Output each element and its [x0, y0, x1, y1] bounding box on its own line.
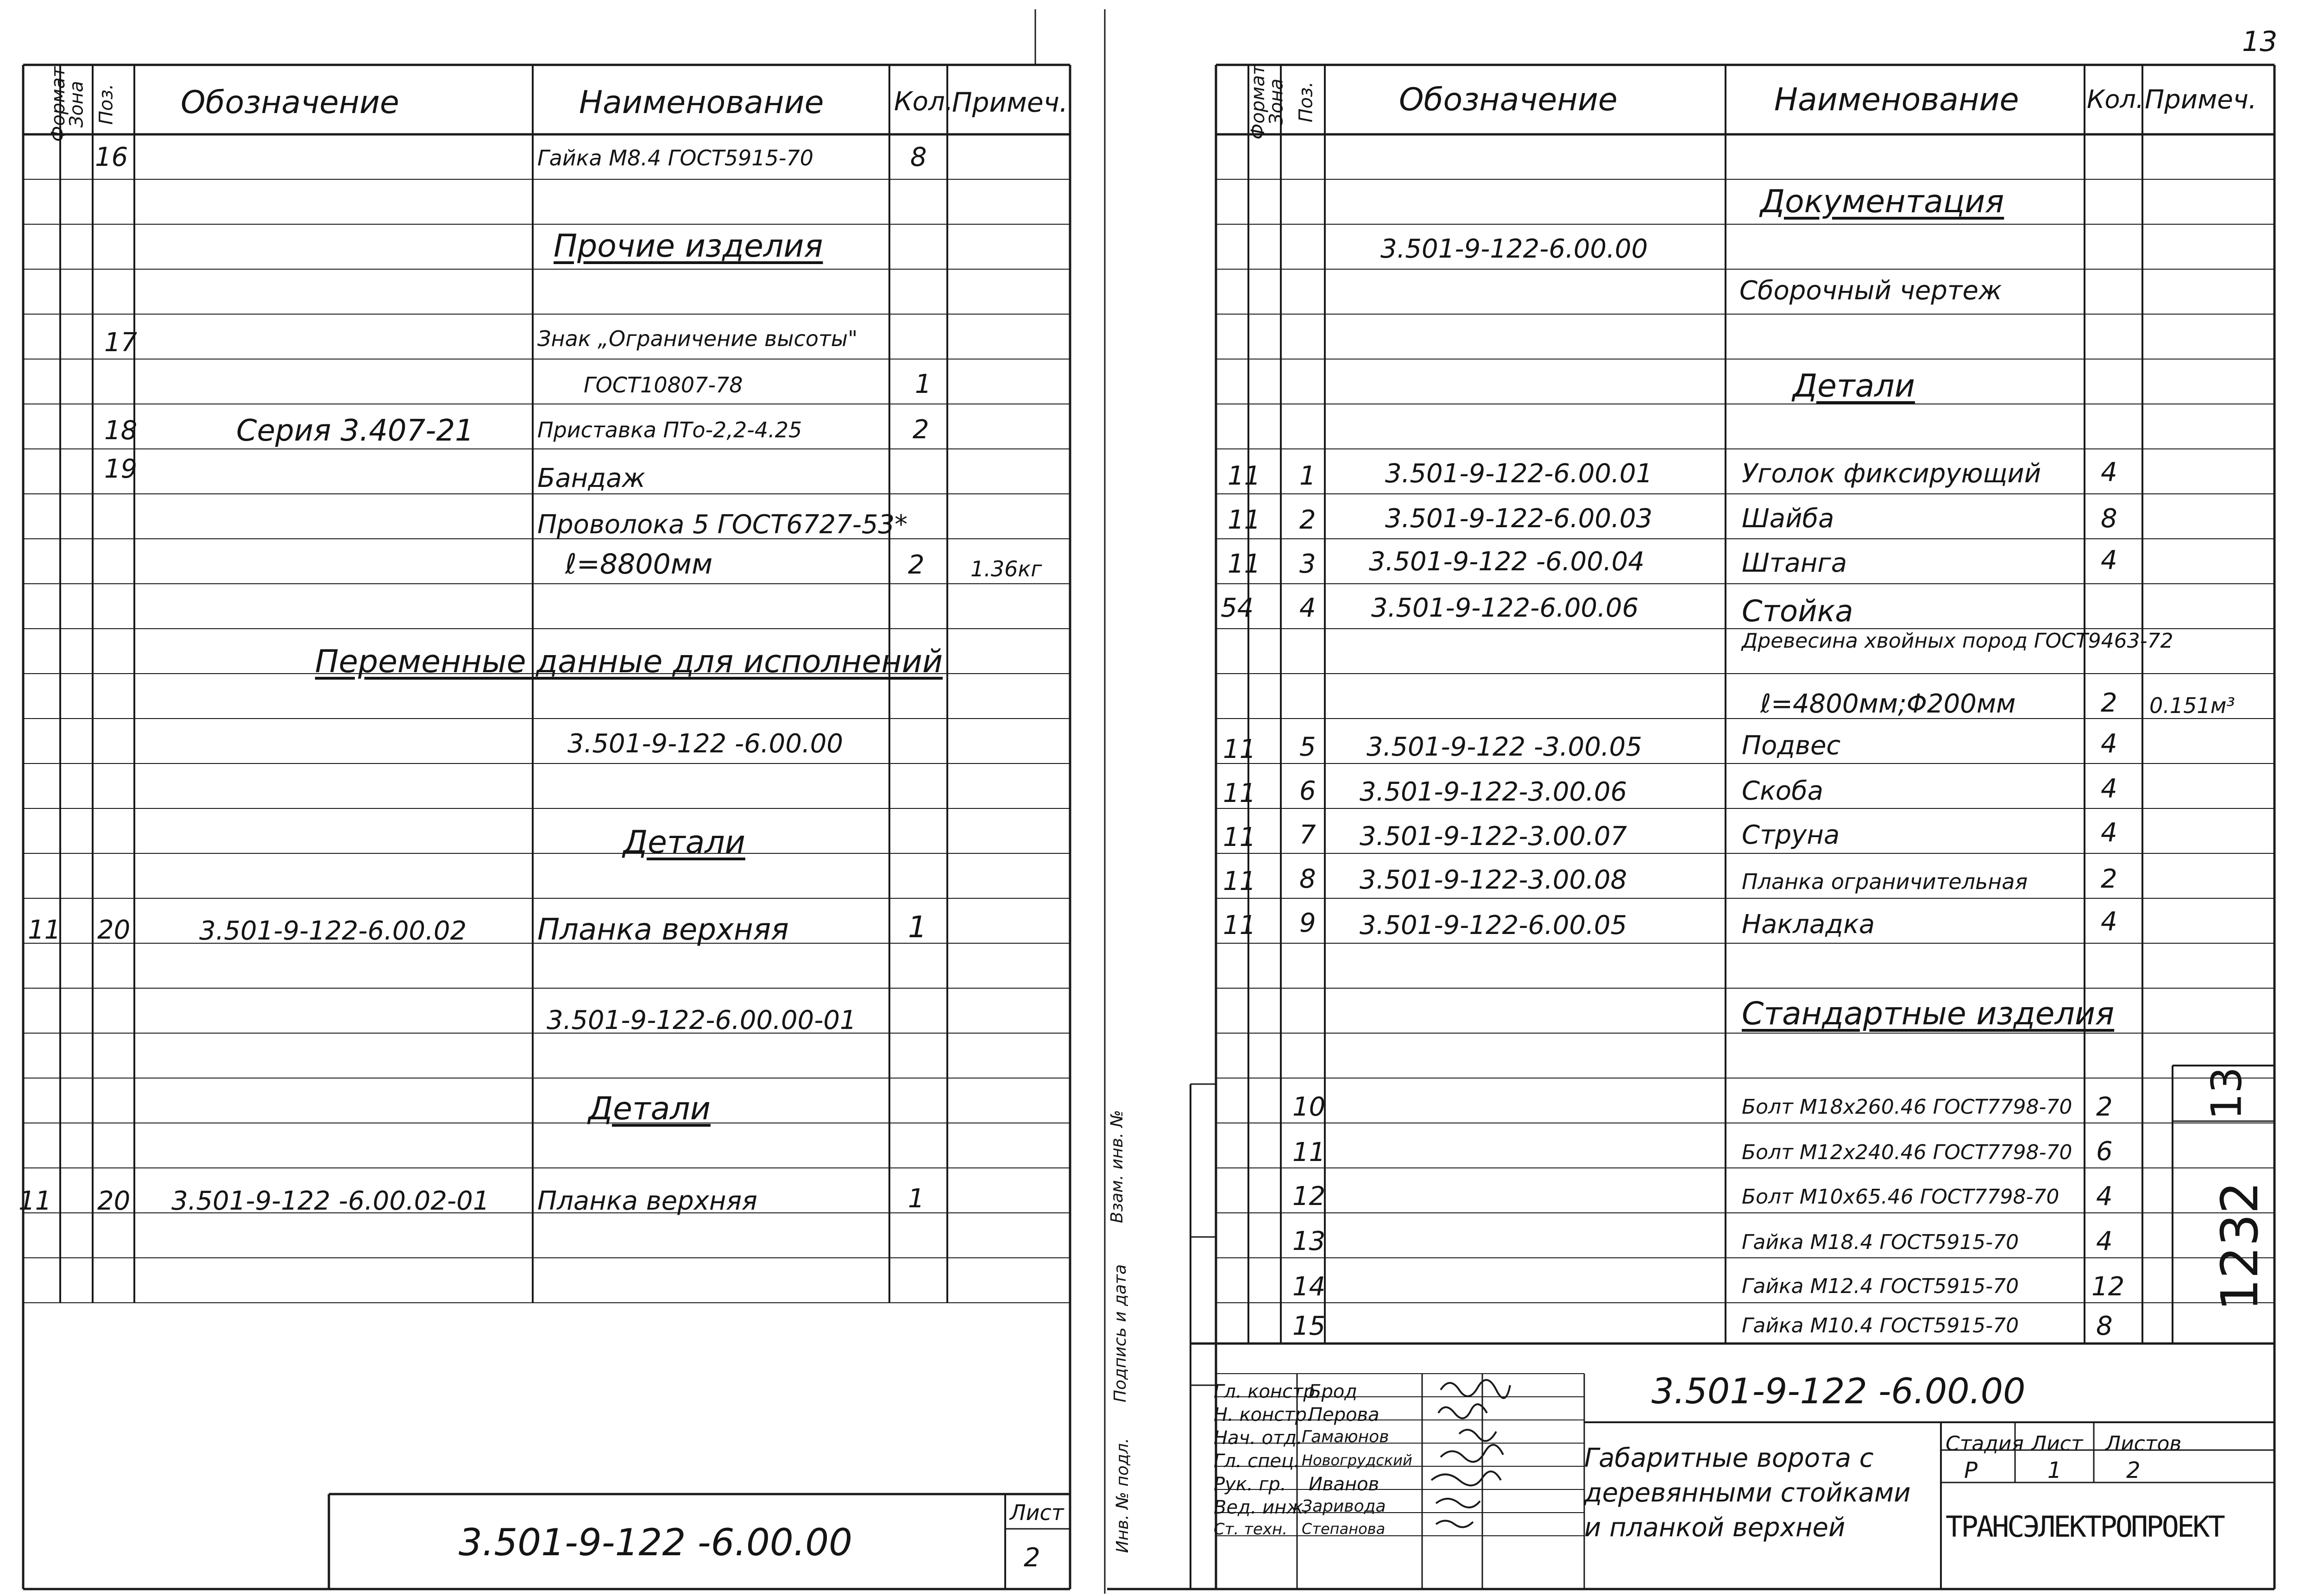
name-lead-engineer: Заривода	[1302, 1497, 1386, 1516]
right-row-4-note: 0.151м³	[2149, 693, 2235, 718]
right-row-9-qty: 4	[2101, 907, 2117, 937]
left-row-18-pos: 18	[104, 416, 138, 446]
right-row-13-name: Гайка М18.4 ГОСТ5915-70	[1742, 1230, 2019, 1254]
left-row-20b-qty: 1	[908, 1184, 925, 1214]
left-row-20-pos: 20	[97, 915, 131, 945]
left-row-16-qty: 8	[910, 142, 927, 172]
left-section-details-2: Детали	[588, 1091, 711, 1127]
left-title-code: 3.501-9-122 -6.00.00	[459, 1521, 852, 1564]
side-label-signature: Подпись и дата	[1111, 1264, 1130, 1403]
right-row-7-pos: 7	[1299, 820, 1316, 850]
right-section-details: Детали	[1793, 368, 1915, 404]
signature-scribbles	[1107, 0, 2299, 1596]
left-row-17-pos: 17	[104, 328, 138, 358]
right-header-format: Формат	[1247, 64, 1269, 140]
left-row-20b-zone: 11	[19, 1186, 52, 1216]
role-chief-designer: Гл. констр.	[1214, 1381, 1321, 1402]
right-row-3-name: Штанга	[1742, 548, 1847, 578]
name-chief-specialist: Новогрудский	[1302, 1451, 1412, 1469]
right-row-1-qty: 4	[2101, 457, 2117, 487]
left-row-18-qty: 2	[913, 415, 929, 445]
name-group-leader: Иванов	[1309, 1474, 1379, 1495]
right-row-15-name: Гайка М10.4 ГОСТ5915-70	[1742, 1314, 2019, 1337]
right-row-14-pos: 14	[1292, 1272, 1326, 1302]
right-row-5-qty: 4	[2101, 729, 2117, 759]
left-row-variant2-name: 3.501-9-122-6.00.00-01	[547, 1005, 857, 1035]
right-header-designation: Обозначение	[1399, 82, 1618, 118]
left-header-note: Примеч.	[952, 87, 1068, 118]
left-row-19-pos: 19	[104, 454, 138, 484]
page-number: 13	[2242, 25, 2278, 58]
right-row-4-name: Стойка	[1742, 594, 1853, 629]
left-row-20-designation: 3.501-9-122-6.00.02	[199, 916, 467, 946]
left-row-18-designation: Серия 3.407-21	[236, 414, 474, 448]
left-section-variable-data: Переменные данные для исполнений	[315, 643, 943, 680]
left-row-19b-name: Проволока 5 ГОСТ6727-53*	[537, 510, 908, 540]
name-senior-technician: Степанова	[1302, 1520, 1386, 1538]
left-header-qty: Кол.	[894, 87, 953, 117]
role-department-head: Нач. отд.	[1214, 1427, 1303, 1449]
right-row-14-name: Гайка М12.4 ГОСТ5915-70	[1742, 1274, 2019, 1298]
stage-value: Р	[1964, 1457, 1978, 1483]
sheet-value: 1	[2047, 1457, 2062, 1483]
left-row-20-zone: 11	[28, 915, 61, 945]
right-row-6-pos: 6	[1299, 776, 1316, 806]
left-row-20-name: Планка верхняя	[537, 913, 789, 947]
title-line-3: и планкой верхней	[1584, 1513, 1845, 1543]
left-row-20b-name: Планка верхняя	[537, 1186, 757, 1216]
left-section-details-1: Детали	[623, 824, 745, 861]
side-label-replaced: Взам. инв. №	[1108, 1110, 1127, 1224]
right-row-4-qty: 2	[2101, 688, 2117, 718]
left-row-16-name: Гайка М8.4 ГОСТ5915-70	[537, 145, 814, 170]
right-section-documentation: Документация	[1760, 183, 2004, 220]
right-row-5-name: Подвес	[1742, 731, 1841, 761]
right-row-3-pos: 3	[1299, 549, 1316, 579]
left-row-17-name: Знак „Ограничение высоты"	[537, 326, 858, 351]
right-row-6-qty: 4	[2101, 774, 2117, 804]
stage-label: Стадия	[1946, 1432, 2024, 1456]
right-row-2-designation: 3.501-9-122-6.00.03	[1385, 504, 1653, 534]
sheets-label: Листов	[2105, 1432, 2182, 1456]
left-row-16-pos: 16	[95, 142, 128, 172]
right-row-2-zone: 11	[1228, 505, 1261, 535]
right-row-11-pos: 11	[1292, 1137, 1326, 1167]
left-row-19-name: Бандаж	[537, 463, 645, 493]
right-row-10-qty: 2	[2096, 1092, 2113, 1122]
right-row-6-name: Скоба	[1742, 776, 1824, 806]
role-lead-engineer: Вед. инж.	[1214, 1497, 1310, 1518]
title-line-1: Габаритные ворота с	[1584, 1443, 1874, 1473]
right-row-8-name: Планка ограничительная	[1742, 869, 2028, 894]
right-row-1-name: Уголок фиксирующий	[1742, 459, 2041, 489]
archive-number: 1232	[2210, 1181, 2269, 1311]
left-header-zone: Зона	[66, 81, 88, 128]
organization-name: ТРАНСЭЛЕКТРОПРОЕКТ	[1946, 1510, 2223, 1544]
left-title-sheet-label: Лист	[1010, 1500, 1064, 1525]
right-header-note: Примеч.	[2145, 85, 2257, 115]
right-row-7-name: Струна	[1742, 820, 1840, 850]
title-line-2: деревянными стойками	[1584, 1478, 1911, 1508]
right-row-7-designation: 3.501-9-122-3.00.07	[1360, 821, 1627, 852]
left-row-19c-qty: 2	[908, 550, 925, 580]
sheets-value: 2	[2126, 1457, 2141, 1483]
left-header-format: Формат	[48, 66, 69, 142]
right-row-4-dimensions: ℓ=4800мм;Φ200мм	[1760, 689, 2016, 719]
left-row-20-qty: 1	[908, 910, 927, 945]
left-row-17b-qty: 1	[915, 369, 932, 399]
right-row-2-name: Шайба	[1742, 504, 1834, 534]
right-row-5-designation: 3.501-9-122 -3.00.05	[1367, 732, 1642, 762]
right-row-9-zone: 11	[1223, 910, 1256, 940]
right-row-4-zone: 54	[1221, 593, 1254, 623]
right-row-15-pos: 15	[1292, 1311, 1326, 1341]
right-row-12-pos: 12	[1292, 1181, 1326, 1211]
right-row-11-qty: 6	[2096, 1136, 2113, 1167]
left-row-20b-pos: 20	[97, 1186, 131, 1216]
role-group-leader: Рук. гр.	[1214, 1474, 1286, 1495]
right-row-1-pos: 1	[1299, 461, 1316, 491]
right-row-7-qty: 4	[2101, 818, 2117, 848]
right-row-8-zone: 11	[1223, 866, 1256, 896]
left-header-designation: Обозначение	[181, 84, 399, 121]
right-row-12-qty: 4	[2096, 1181, 2113, 1211]
right-header-zone: Зона	[1266, 78, 1287, 126]
right-row-5-pos: 5	[1299, 732, 1316, 762]
left-row-20b-designation: 3.501-9-122 -6.00.02-01	[171, 1186, 490, 1216]
right-row-2-pos: 2	[1299, 505, 1316, 535]
right-row-13-qty: 4	[2096, 1226, 2113, 1256]
right-header-pos: Поз.	[1295, 81, 1317, 123]
left-section-other-items: Прочие изделия	[554, 228, 823, 265]
left-row-19c-note: 1.36кг	[970, 556, 1042, 581]
right-row-1-zone: 11	[1228, 461, 1261, 491]
left-row-variant1-name: 3.501-9-122 -6.00.00	[567, 729, 843, 759]
right-row-11-name: Болт М12х240.46 ГОСТ7798-70	[1742, 1141, 2072, 1164]
right-row-3-qty: 4	[2101, 545, 2117, 575]
sheet-label: Лист	[2031, 1432, 2083, 1456]
right-row-15-qty: 8	[2096, 1311, 2113, 1341]
role-senior-technician: Ст. техн.	[1214, 1520, 1288, 1539]
right-row-9-name: Накладка	[1742, 909, 1875, 940]
right-row-9-pos: 9	[1299, 908, 1316, 938]
right-spec-sheet	[1107, 0, 2299, 1596]
right-row-3-designation: 3.501-9-122 -6.00.04	[1369, 547, 1644, 577]
role-norm-control: Н. констр.	[1214, 1404, 1313, 1426]
right-row-13-pos: 13	[1292, 1226, 1326, 1256]
archive-sheet-number: 13	[2202, 1066, 2251, 1120]
right-header-qty: Кол.	[2087, 85, 2144, 114]
right-header-name: Наименование	[1774, 82, 2019, 118]
left-row-19c-name: ℓ=8800мм	[565, 548, 713, 580]
right-row-4-designation: 3.501-9-122-6.00.06	[1371, 593, 1639, 623]
right-row-9-designation: 3.501-9-122-6.00.05	[1360, 910, 1627, 940]
right-row-8-designation: 3.501-9-122-3.00.08	[1360, 865, 1627, 895]
title-block-code: 3.501-9-122 -6.00.00	[1651, 1370, 2026, 1412]
name-department-head: Гамаюнов	[1302, 1427, 1389, 1446]
name-norm-control: Перова	[1309, 1404, 1379, 1426]
right-row-8-qty: 2	[2101, 864, 2117, 894]
right-row-6-designation: 3.501-9-122-3.00.06	[1360, 777, 1627, 807]
side-label-inventory: Инв. № подл.	[1113, 1438, 1133, 1553]
right-row-10-name: Болт М18х260.46 ГОСТ7798-70	[1742, 1095, 2072, 1119]
right-row-10-pos: 10	[1292, 1092, 1326, 1122]
right-section-standard-items: Стандартные изделия	[1742, 996, 2115, 1032]
left-title-sheet-number: 2	[1024, 1543, 1040, 1573]
right-row-6-zone: 11	[1223, 778, 1256, 808]
right-row-2-qty: 8	[2101, 504, 2117, 534]
name-chief-designer: Брод	[1309, 1381, 1357, 1402]
right-row-3-zone: 11	[1228, 549, 1261, 579]
right-row-8-pos: 8	[1299, 864, 1316, 894]
right-row-4-material: Древесина хвойных пород ГОСТ9463-72	[1742, 629, 2173, 653]
right-row-12-name: Болт М10х65.46 ГОСТ7798-70	[1742, 1185, 2060, 1209]
left-row-18-name: Приставка ПТо-2,2-4.25	[537, 417, 802, 442]
right-row-4-pos: 4	[1299, 593, 1316, 623]
right-assembly-name: Сборочный чертеж	[1739, 276, 2002, 306]
left-row-17b-name: ГОСТ10807-78	[584, 372, 743, 397]
left-spec-sheet	[0, 0, 1107, 1596]
role-chief-specialist: Гл. спец.	[1214, 1451, 1300, 1472]
right-row-7-zone: 11	[1223, 822, 1256, 852]
right-assembly-designation: 3.501-9-122-6.00.00	[1380, 234, 1648, 264]
right-row-5-zone: 11	[1223, 734, 1256, 764]
left-header-pos: Поз.	[95, 83, 117, 125]
left-header-name: Наименование	[579, 84, 824, 121]
right-row-1-designation: 3.501-9-122-6.00.01	[1385, 459, 1653, 489]
right-row-14-qty: 12	[2091, 1272, 2125, 1302]
